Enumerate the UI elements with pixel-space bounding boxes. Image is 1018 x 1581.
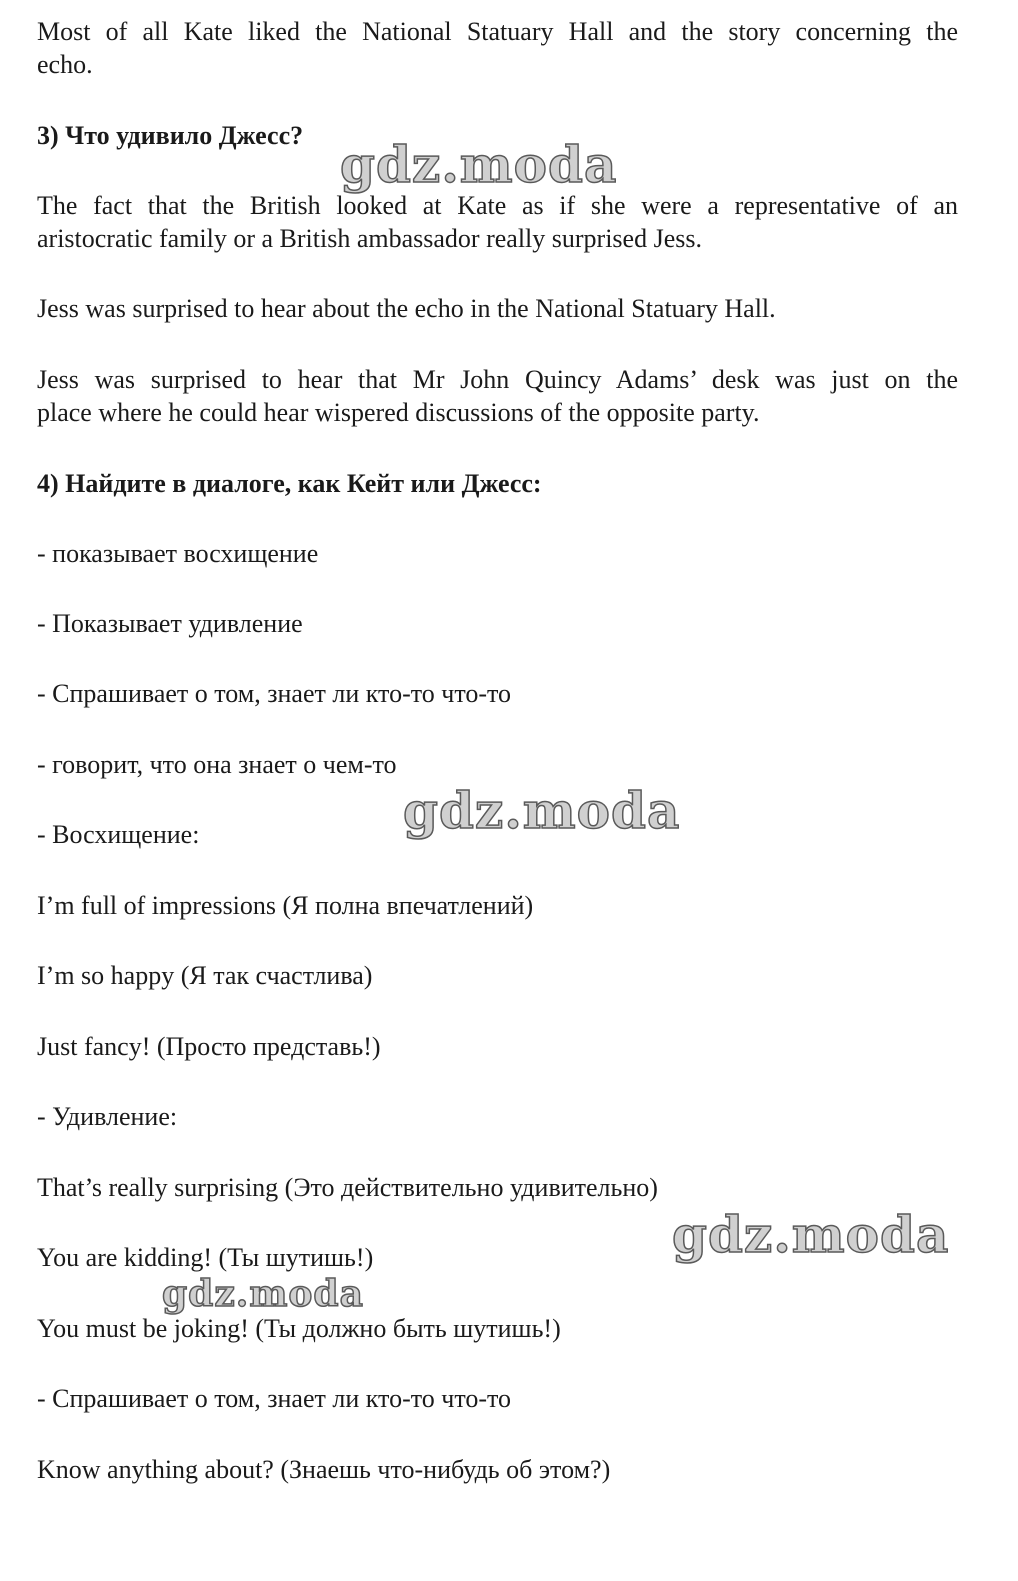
task-item-surprise: - Показывает удивление bbox=[37, 609, 303, 638]
surprise-example-1: That’s really surprising (Это действительно удивительно) bbox=[37, 1173, 658, 1202]
answer-echo: Jess was surprised to hear about the echo in the National Statuary Hall. bbox=[37, 294, 776, 323]
asks-label: - Спрашивает о том, знает ли кто-то что-то bbox=[37, 1384, 512, 1413]
question-3-heading: 3) Что удивило Джесс? bbox=[37, 121, 304, 150]
task-item-admiration: - показывает восхищение bbox=[37, 539, 319, 568]
answer-adams-line-2: place where he could hear wispered discussions of the opposite party. bbox=[37, 398, 760, 427]
admiration-example-1: I’m full of impressions (Я полна впечатлений) bbox=[37, 891, 534, 920]
watermark: gdz.moda bbox=[672, 1205, 950, 1264]
watermark: gdz.moda bbox=[162, 1273, 364, 1315]
task-item-knows: - говорит, что она знает о чем-то bbox=[37, 750, 397, 779]
admiration-example-2: I’m so happy (Я так счастлива) bbox=[37, 961, 373, 990]
surprise-example-2: You are kidding! (Ты шутишь!) bbox=[37, 1243, 374, 1272]
asks-example-1: Know anything about? (Знаешь что-нибудь об этом?) bbox=[37, 1455, 611, 1484]
question-4-heading: 4) Найдите в диалоге, как Кейт или Джесс: bbox=[37, 469, 542, 498]
answer-kate-liked-line-1: Most of all Kate liked the National Statuary Hall and the story concerning the bbox=[37, 17, 958, 46]
answer-adams-line-1: Jess was surprised to hear that Mr John Quincy Adams’ desk was just on the bbox=[37, 365, 958, 394]
answer-british-line-1: The fact that the British looked at Kate as if she were a representative of an bbox=[37, 191, 958, 220]
surprise-example-3: You must be joking! (Ты должно быть шутишь!) bbox=[37, 1314, 561, 1343]
admiration-example-3: Just fancy! (Просто представь!) bbox=[37, 1032, 381, 1061]
watermark: gdz.moda bbox=[340, 135, 618, 194]
task-item-asks: - Спрашивает о том, знает ли кто-то что-то bbox=[37, 679, 512, 708]
watermark: gdz.moda bbox=[403, 781, 681, 840]
answer-kate-liked-line-2: echo. bbox=[37, 50, 93, 79]
surprise-label: - Удивление: bbox=[37, 1102, 178, 1131]
answer-british-line-2: aristocratic family or a British ambassador really surprised Jess. bbox=[37, 224, 702, 253]
admiration-label: - Восхищение: bbox=[37, 820, 200, 849]
